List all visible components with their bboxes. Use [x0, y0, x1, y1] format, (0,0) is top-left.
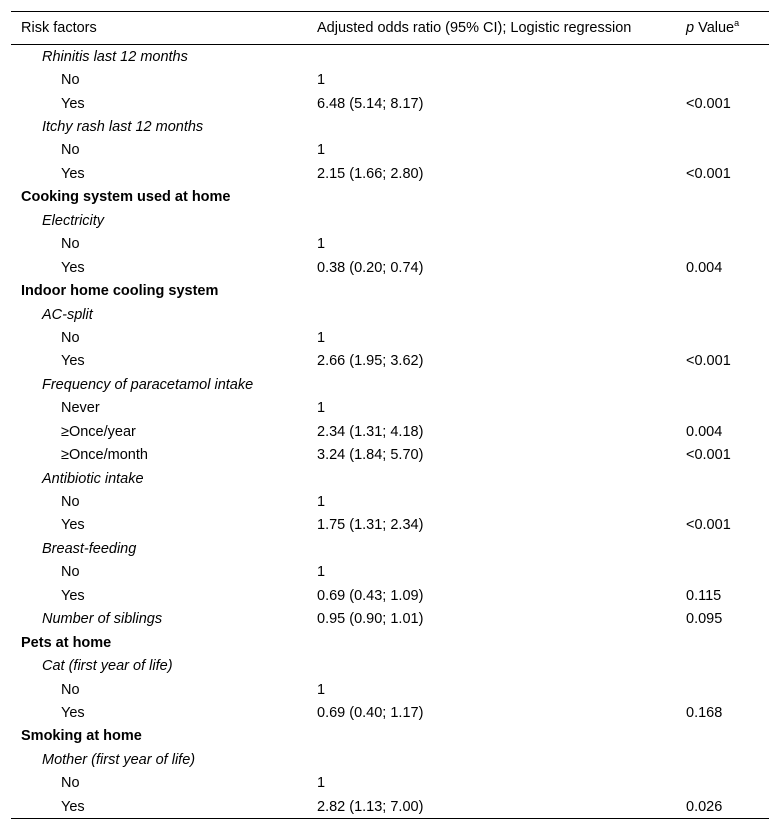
- table-row: [11, 537, 769, 560]
- level-label: No: [61, 236, 80, 253]
- table-row: [11, 631, 769, 654]
- p-value-cell: [686, 631, 769, 654]
- p-value-cell: [686, 397, 769, 420]
- table-row: [11, 701, 769, 724]
- p-value-cell: [686, 68, 769, 91]
- table-row: [11, 397, 769, 420]
- odds-ratio-cell: 0.95 (0.90; 1.01): [317, 611, 424, 628]
- p-value-cell: <0.001: [686, 517, 731, 534]
- category-heading: Indoor home cooling system: [21, 283, 219, 300]
- table-row: [11, 561, 769, 584]
- header-row: [11, 12, 769, 45]
- table-row: [11, 139, 769, 162]
- level-label: No: [61, 329, 80, 346]
- table-row: [11, 303, 769, 326]
- p-value-cell: 0.004: [686, 259, 723, 276]
- level-label: Yes: [61, 587, 85, 604]
- odds-ratio-cell: [317, 45, 686, 69]
- odds-ratio-cell: 2.66 (1.95; 3.62): [317, 353, 424, 370]
- p-value-cell: [686, 561, 769, 584]
- odds-ratio-cell: 1: [317, 494, 326, 511]
- table-row: [11, 748, 769, 771]
- category-heading: Smoking at home: [21, 728, 142, 745]
- p-value-cell: [686, 654, 769, 677]
- subcategory-label: Antibiotic intake: [42, 470, 144, 487]
- p-value-cell: [686, 303, 769, 326]
- table-row: [11, 45, 769, 69]
- table-row: [11, 115, 769, 138]
- table-row: [11, 420, 769, 443]
- odds-ratio-cell: [317, 373, 686, 396]
- category-heading: Pets at home: [21, 634, 112, 651]
- p-value-cell: [686, 490, 769, 513]
- odds-ratio-cell: 1.75 (1.31; 2.34): [317, 517, 424, 534]
- p-value-cell: [686, 186, 769, 209]
- table-row: [11, 186, 769, 209]
- p-value-cell: [686, 467, 769, 490]
- odds-ratio-cell: [317, 186, 686, 209]
- odds-ratio-cell: [317, 279, 686, 302]
- header-p-footnote-mark: a: [734, 18, 740, 29]
- table-row: [11, 68, 769, 91]
- p-value-cell: [686, 772, 769, 795]
- p-value-cell: <0.001: [686, 165, 731, 182]
- p-value-cell: [686, 209, 769, 232]
- level-label: Yes: [61, 704, 85, 721]
- p-value-cell: 0.115: [686, 587, 722, 604]
- table-row: [11, 256, 769, 279]
- level-label: No: [61, 72, 80, 89]
- p-value-cell: <0.001: [686, 95, 731, 112]
- table-row: [11, 584, 769, 607]
- level-label: No: [61, 681, 80, 698]
- table-row: [11, 279, 769, 302]
- header-p-value: [686, 12, 769, 45]
- p-value-cell: [686, 45, 769, 69]
- header-p-value-label: Value: [694, 20, 735, 36]
- p-value-cell: 0.004: [686, 423, 723, 440]
- subcategory-label: Mother (first year of life): [42, 751, 196, 768]
- table-row: [11, 654, 769, 677]
- odds-ratio-cell: [317, 725, 686, 748]
- p-value-cell: [686, 725, 769, 748]
- odds-ratio-cell: [317, 748, 686, 771]
- p-value-cell: [686, 537, 769, 560]
- odds-ratio-cell: [317, 631, 686, 654]
- p-value-cell: [686, 233, 769, 256]
- table-row: [11, 467, 769, 490]
- odds-ratio-cell: 1: [317, 329, 326, 346]
- p-value-cell: 0.026: [686, 798, 723, 815]
- table-row: [11, 490, 769, 513]
- table-row: [11, 162, 769, 185]
- table-row: [11, 795, 769, 819]
- odds-ratio-cell: 6.48 (5.14; 8.17): [317, 95, 424, 112]
- odds-ratio-cell: [317, 209, 686, 232]
- level-label: No: [61, 564, 80, 581]
- level-label: Yes: [61, 259, 85, 276]
- table-body: [11, 45, 769, 819]
- odds-ratio-cell: [317, 654, 686, 677]
- table-row: [11, 725, 769, 748]
- table-row: [11, 443, 769, 466]
- table-header: [11, 12, 769, 45]
- subcategory-label: Rhinitis last 12 months: [42, 48, 188, 65]
- odds-ratio-cell: [317, 115, 686, 138]
- odds-ratio-cell: 0.38 (0.20; 0.74): [317, 259, 424, 276]
- risk-factors-table: [11, 11, 769, 819]
- header-odds-ratio: Adjusted odds ratio (95% CI); Logistic regression: [317, 20, 632, 36]
- level-label: ≥Once/month: [61, 447, 148, 464]
- p-value-cell: 0.095: [686, 611, 723, 628]
- subcategory-label: Itchy rash last 12 months: [42, 119, 204, 136]
- table-row: [11, 514, 769, 537]
- table-row: [11, 373, 769, 396]
- table-row: [11, 233, 769, 256]
- table-row: [11, 209, 769, 232]
- table-row: [11, 608, 769, 631]
- level-label: ≥Once/year: [61, 423, 136, 440]
- level-label: Yes: [61, 517, 85, 534]
- header-p-letter: p: [686, 20, 695, 36]
- odds-ratio-cell: 1: [317, 775, 326, 792]
- odds-ratio-cell: 2.15 (1.66; 2.80): [317, 165, 424, 182]
- odds-ratio-cell: 1: [317, 564, 326, 581]
- level-label: Yes: [61, 798, 85, 815]
- category-heading: Cooking system used at home: [21, 189, 231, 206]
- odds-ratio-cell: 1: [317, 236, 326, 253]
- odds-ratio-cell: 1: [317, 681, 326, 698]
- level-label: Yes: [61, 165, 85, 182]
- odds-ratio-cell: 1: [317, 142, 326, 159]
- odds-ratio-cell: [317, 467, 686, 490]
- risk-factors-table-container: [11, 11, 769, 819]
- subcategory-label: AC-split: [42, 306, 93, 323]
- odds-ratio-cell: 3.24 (1.84; 5.70): [317, 447, 424, 464]
- odds-ratio-cell: [317, 537, 686, 560]
- odds-ratio-cell: 2.82 (1.13; 7.00): [317, 798, 424, 815]
- p-value-cell: 0.168: [686, 704, 723, 721]
- level-label: No: [61, 775, 80, 792]
- level-label: Never: [61, 400, 100, 417]
- subcategory-label: Electricity: [42, 212, 105, 229]
- subcategory-label: Frequency of paracetamol intake: [42, 376, 254, 393]
- table-row: [11, 678, 769, 701]
- header-risk-factors: Risk factors: [21, 20, 97, 36]
- odds-ratio-cell: 1: [317, 400, 326, 417]
- p-value-cell: <0.001: [686, 353, 731, 370]
- odds-ratio-cell: [317, 303, 686, 326]
- level-label: Yes: [61, 353, 85, 370]
- p-value-cell: [686, 139, 769, 162]
- table-row: [11, 350, 769, 373]
- p-value-cell: [686, 373, 769, 396]
- p-value-cell: [686, 748, 769, 771]
- odds-ratio-cell: 0.69 (0.40; 1.17): [317, 704, 424, 721]
- p-value-cell: <0.001: [686, 447, 731, 464]
- table-row: [11, 772, 769, 795]
- p-value-cell: [686, 279, 769, 302]
- p-value-cell: [686, 115, 769, 138]
- subcategory-label: Cat (first year of life): [42, 658, 173, 675]
- odds-ratio-cell: 0.69 (0.43; 1.09): [317, 587, 424, 604]
- odds-ratio-cell: 2.34 (1.31; 4.18): [317, 423, 424, 440]
- p-value-cell: [686, 326, 769, 349]
- level-label: Yes: [61, 95, 85, 112]
- table-row: [11, 326, 769, 349]
- odds-ratio-cell: 1: [317, 72, 326, 89]
- subcategory-label: Breast-feeding: [42, 540, 137, 557]
- table-row: [11, 92, 769, 115]
- level-label: No: [61, 494, 80, 511]
- p-value-cell: [686, 678, 769, 701]
- level-label: No: [61, 142, 80, 159]
- subcategory-label: Number of siblings: [42, 611, 163, 628]
